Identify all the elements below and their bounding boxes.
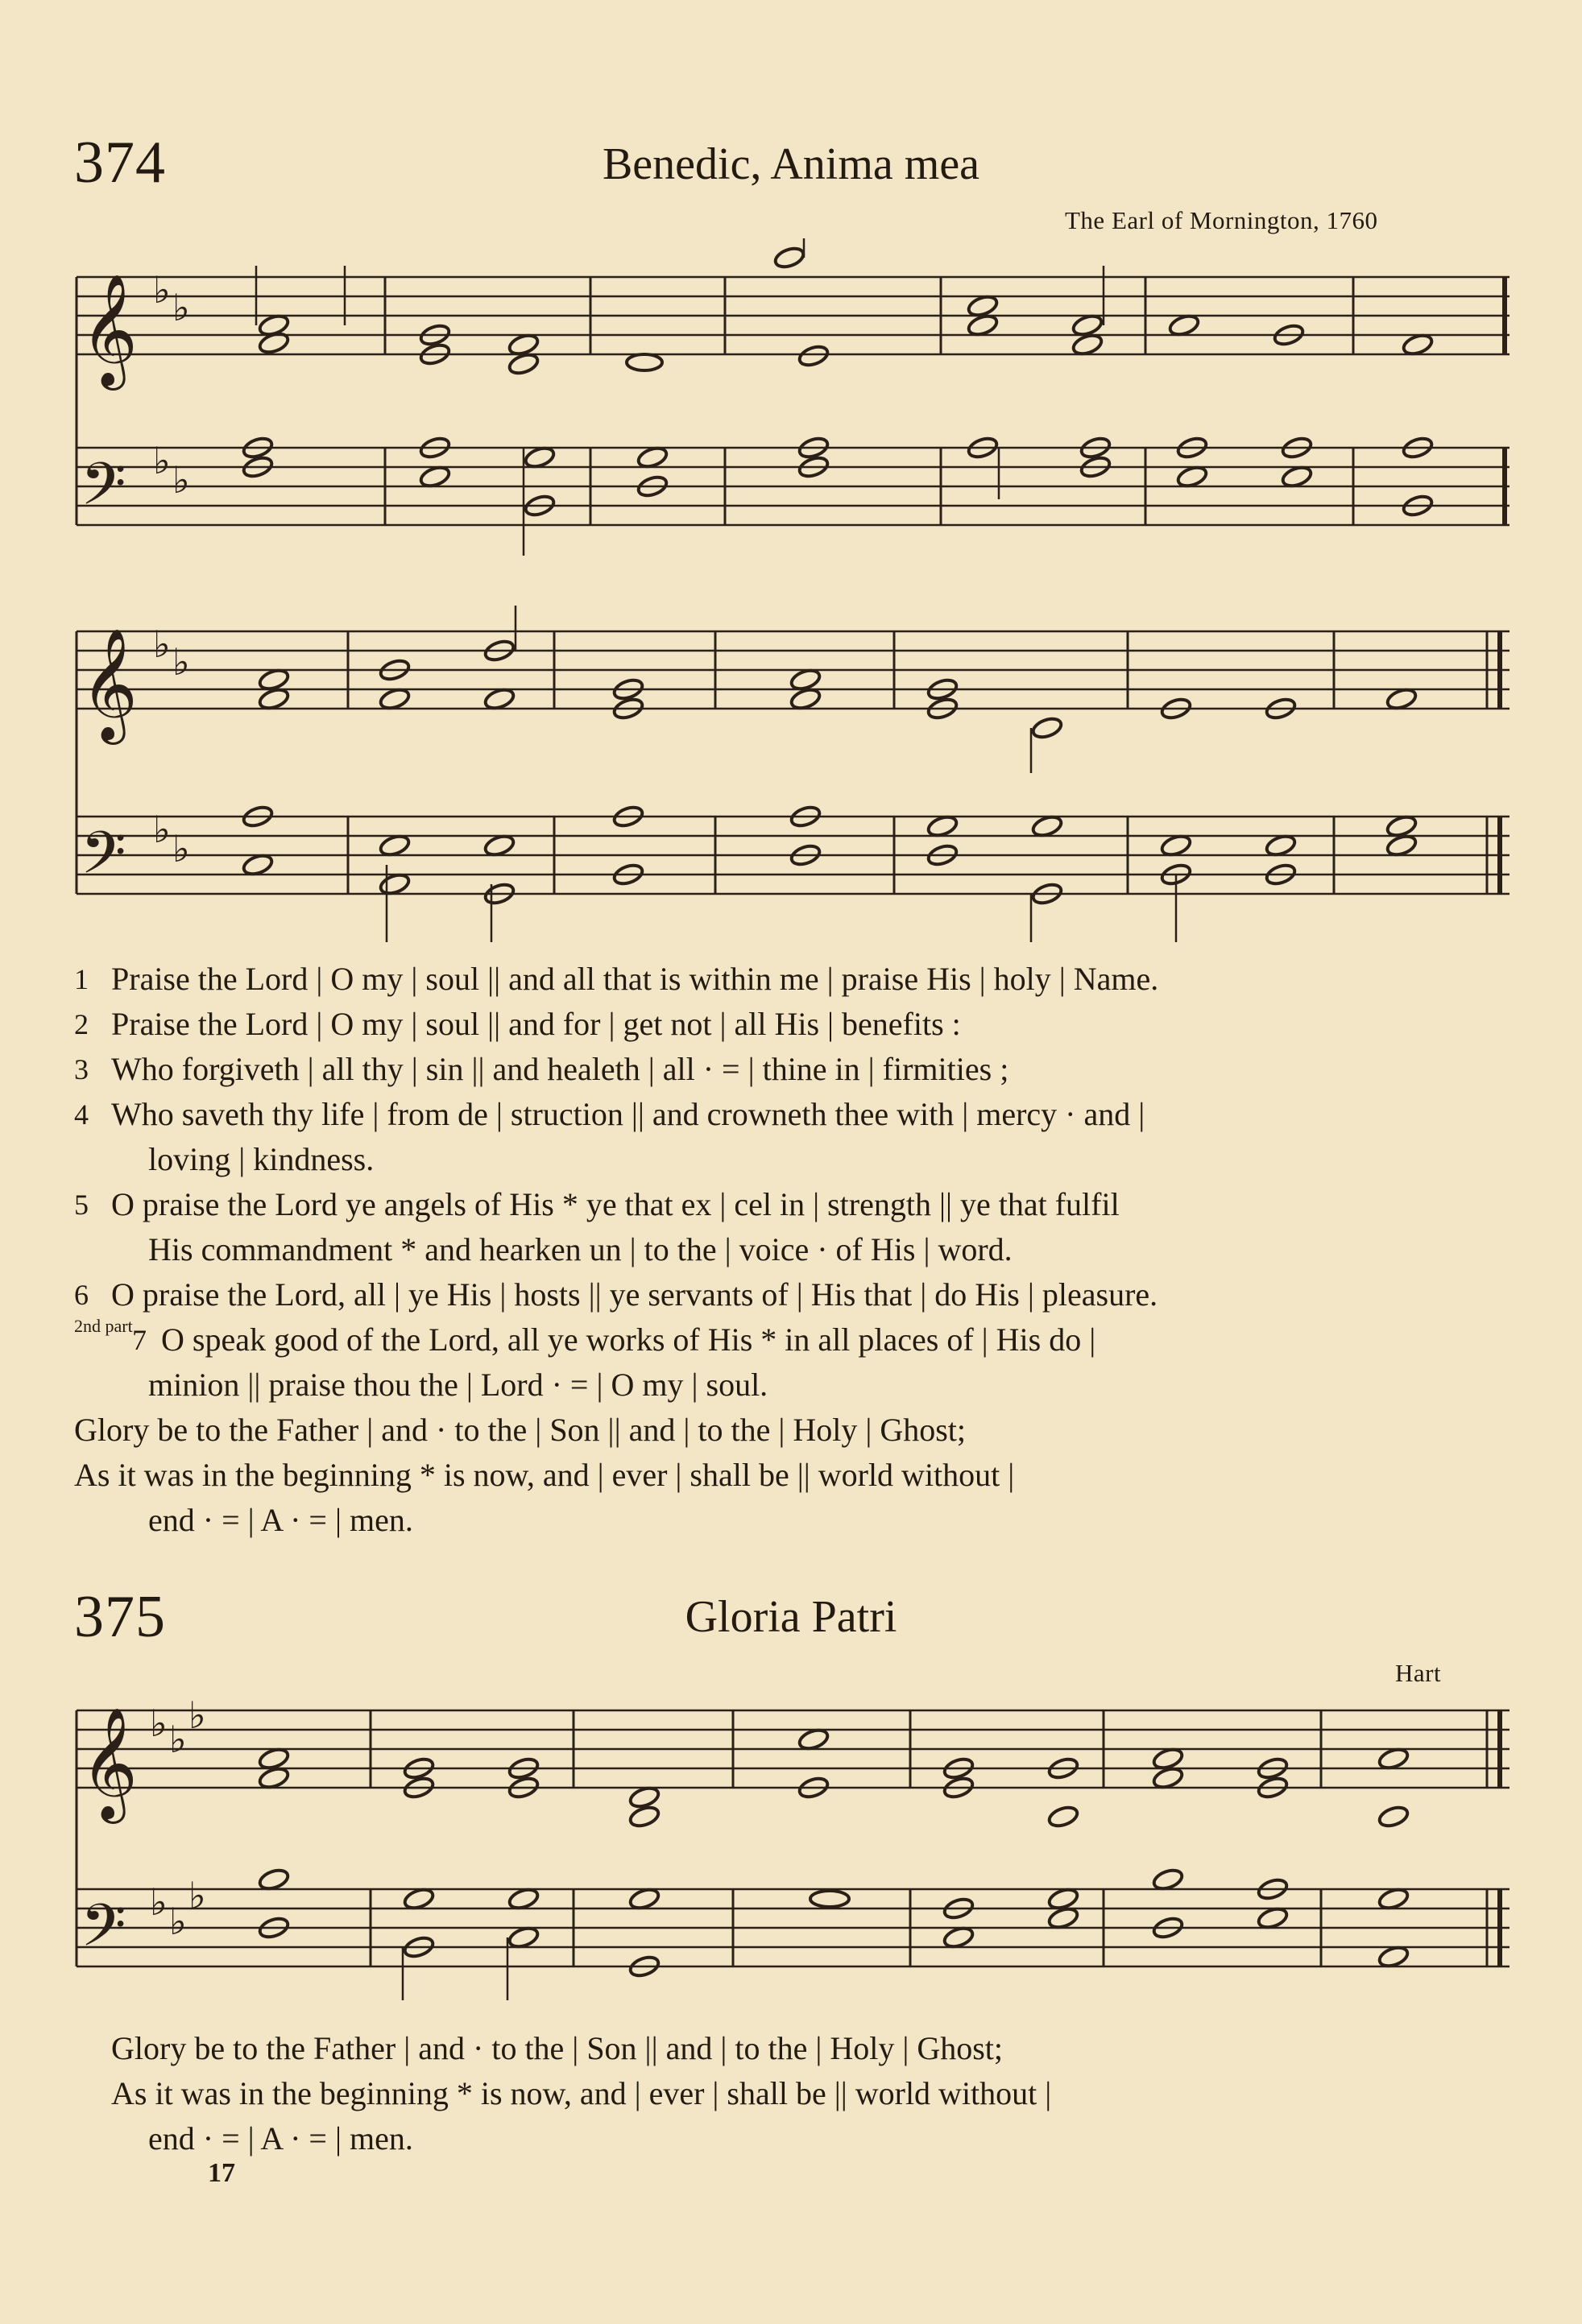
svg-text:𝄞: 𝄞 — [81, 274, 138, 386]
verse-5 — [74, 1182, 1510, 1227]
verse-number: 3 — [74, 1053, 89, 1085]
hymn-number-375: 375 — [74, 1584, 166, 1650]
svg-text:♭: ♭ — [153, 439, 171, 482]
verse-text: O praise the Lord ye angels of His * ye that ex | cel in | strength || ye that fulfil — [111, 1186, 1120, 1222]
svg-text:♭: ♭ — [188, 1874, 206, 1917]
svg-text:♭: ♭ — [172, 458, 190, 502]
hymn-375-text — [111, 2026, 1510, 2161]
verse-7 — [74, 1317, 1510, 1363]
verse-1 — [74, 957, 1510, 1002]
verse-text: minion || praise thou the | Lord · = | O my | soul. — [148, 1367, 768, 1403]
as-it-was-cont — [111, 2116, 1510, 2161]
verse-4 — [74, 1092, 1510, 1137]
svg-text:♭: ♭ — [169, 1900, 187, 1943]
verse-2 — [74, 1002, 1510, 1047]
svg-text:♭: ♭ — [188, 1693, 206, 1737]
hymn-title-374: Benedic, Anima mea — [602, 139, 980, 189]
as-it-was-text: As it was in the beginning * is now, and | ever | shall be || world without | — [111, 2075, 1052, 2111]
svg-text:♭: ♭ — [169, 1718, 187, 1761]
svg-text:♭: ♭ — [150, 1702, 168, 1745]
verse-text: loving | kindness. — [148, 1141, 375, 1177]
hymn-title-375: Gloria Patri — [685, 1592, 897, 1642]
as-it-was-line — [74, 1453, 1510, 1498]
hymn-374-text — [74, 957, 1510, 1543]
verse-number: 2 — [74, 1008, 89, 1040]
part-marker: 2nd part — [74, 1316, 133, 1336]
verse-4-cont — [74, 1137, 1510, 1182]
verse-3 — [74, 1047, 1510, 1092]
as-it-was-text: As it was in the beginning * is now, and | ever | shall be || world without | — [74, 1457, 1015, 1493]
as-it-was-line — [111, 2071, 1510, 2116]
svg-text:𝄞: 𝄞 — [81, 1707, 138, 1819]
as-it-was-cont-text: end · = | A · = | men. — [148, 1502, 413, 1538]
svg-text:♭: ♭ — [153, 268, 171, 312]
gloria-text: Glory be to the Father | and · to the | Son || and | to the | Holy | Ghost; — [111, 2030, 1004, 2066]
svg-text:𝄢: 𝄢 — [81, 1891, 126, 1974]
gloria-line — [74, 1408, 1510, 1453]
svg-text:♭: ♭ — [153, 622, 171, 666]
svg-text:♭: ♭ — [172, 827, 190, 870]
svg-text:𝄞: 𝄞 — [81, 628, 138, 740]
as-it-was-cont — [74, 1498, 1510, 1543]
svg-text:♭: ♭ — [172, 286, 190, 329]
verse-number: 1 — [74, 963, 89, 995]
verse-text: Who saveth thy life | from de | struction || and crowneth thee with | mercy · and | — [111, 1096, 1145, 1132]
svg-text:𝄢: 𝄢 — [81, 449, 126, 532]
gloria-line — [111, 2026, 1510, 2071]
svg-text:𝄢: 𝄢 — [81, 818, 126, 901]
verse-number: 5 — [74, 1189, 89, 1221]
verse-number: 7 — [132, 1324, 147, 1356]
hymn-number-374: 374 — [74, 130, 166, 196]
svg-text:♭: ♭ — [172, 640, 190, 684]
verse-text: Who forgiveth | all thy | sin || and healeth | all · = | thine in | firmities ; — [111, 1051, 1009, 1087]
as-it-was-cont-text: end · = | A · = | men. — [148, 2120, 413, 2157]
verse-6 — [74, 1272, 1510, 1317]
verse-number: 4 — [74, 1098, 89, 1131]
composer-374: The Earl of Mornington, 1760 — [1065, 206, 1378, 234]
svg-text:♭: ♭ — [150, 1880, 168, 1924]
page-number: 17 — [208, 2158, 235, 2188]
verse-text: Praise the Lord | O my | soul || and all that is within me | praise His | holy | Name. — [111, 961, 1159, 997]
verse-number: 6 — [74, 1279, 89, 1311]
verse-5-cont — [74, 1227, 1510, 1272]
staff-system-3-bass — [77, 1889, 1510, 1966]
verse-text: Praise the Lord | O my | soul || and for | get not | all His | benefits : — [111, 1006, 961, 1042]
verse-text: His commandment * and hearken un | to the | voice · of His | word. — [148, 1231, 1013, 1267]
staff-system-3-treble — [77, 1710, 1510, 1788]
verse-7-cont — [74, 1363, 1510, 1408]
verse-text: O praise the Lord, all | ye His | hosts || ye servants of | His that | do His | pleasure. — [111, 1276, 1158, 1313]
composer-375: Hart — [1395, 1659, 1442, 1687]
svg-text:♭: ♭ — [153, 808, 171, 851]
verse-text: O speak good of the Lord, all ye works of His * in all places of | His do | — [161, 1321, 1096, 1358]
gloria-text: Glory be to the Father | and · to the | Son || and | to the | Holy | Ghost; — [74, 1412, 967, 1448]
